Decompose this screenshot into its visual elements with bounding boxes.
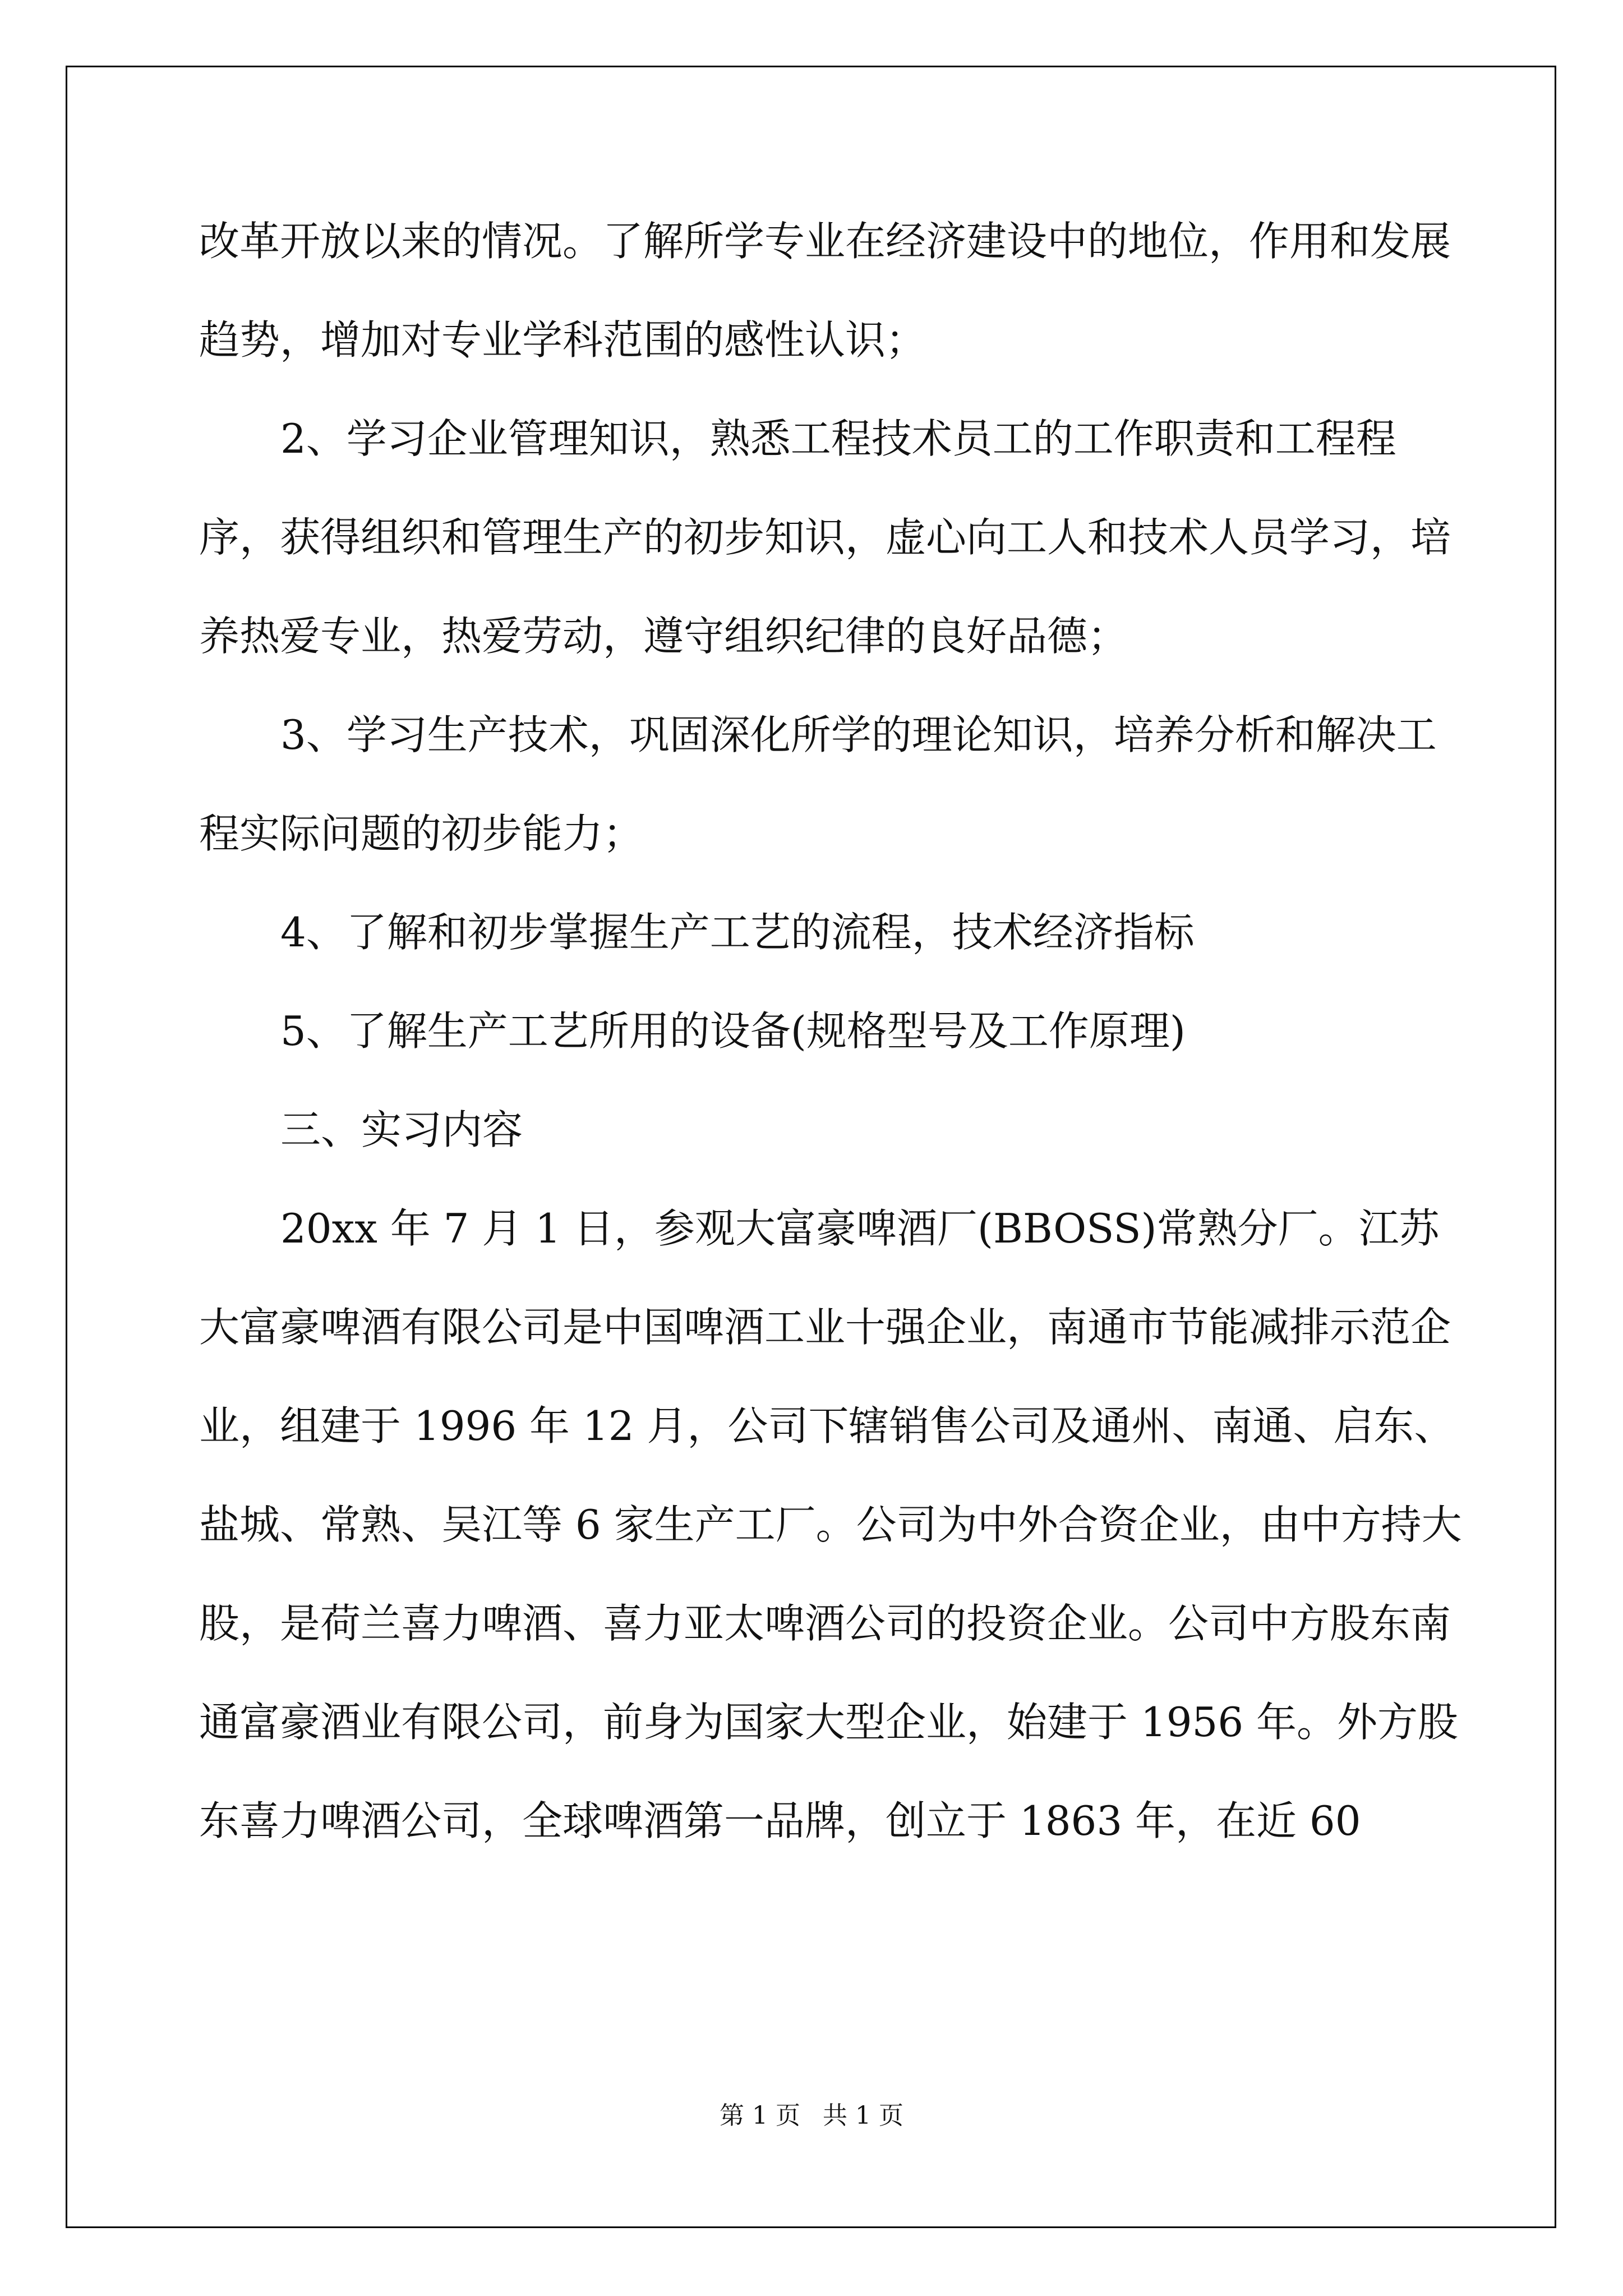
document-body xyxy=(199,192,1475,1870)
paragraph-item-3: 3、学习生产技术，巩固深化所学的理论知识，培养分析和解决工程实际问题的初步能力； xyxy=(199,711,1437,857)
page-number: 第 1 页 xyxy=(720,2101,800,2130)
paragraph-item-5: 5、了解生产工艺所用的设备(规格型号及工作原理) xyxy=(280,1007,1186,1055)
paragraph-item-2: 2、学习企业管理知识，熟悉工程技术员工的工作职责和工程程序，获得组织和管理生产的初步知识，虚心向工人和技术人员学习，培养热爱专业，热爱劳动，遵守组织纪律的良好品德； xyxy=(199,415,1451,660)
paragraph-company-visit: 20xx 年 7 月 1 日，参观大富豪啤酒厂(BBOSS)常熟分厂。江苏大富豪啤酒有限公司是中国啤酒工业十强企业，南通市节能减排示范企业，组建于 1996 年 12 月，公司下辖销售公司及通州、南通、启东、盐城、常熟、吴江等 6 家生产工厂。公司为中外合资企业，由中方持大股，是荷兰喜力啤酒、喜力亚太啤酒公司的投资企业。公司中方股东南通富豪酒业有限公司，前身为国家大型企业，始建于 1956 年。外方股东喜力啤酒公司，全球啤酒第一品牌，创立于 1863 年，在近 60 xyxy=(199,1205,1462,1844)
paragraph-item-4: 4、了解和初步掌握生产工艺的流程，技术经济指标 xyxy=(280,909,1195,956)
page-total: 共 1 页 xyxy=(823,2101,903,2130)
page-footer xyxy=(0,2095,1623,2131)
paragraph-intro-continuation: 改革开放以来的情况。了解所学专业在经济建设中的地位，作用和发展趋势，增加对专业学科范围的感性认识； xyxy=(199,218,1451,364)
section-heading-internship-content: 三、实习内容 xyxy=(280,1106,523,1153)
